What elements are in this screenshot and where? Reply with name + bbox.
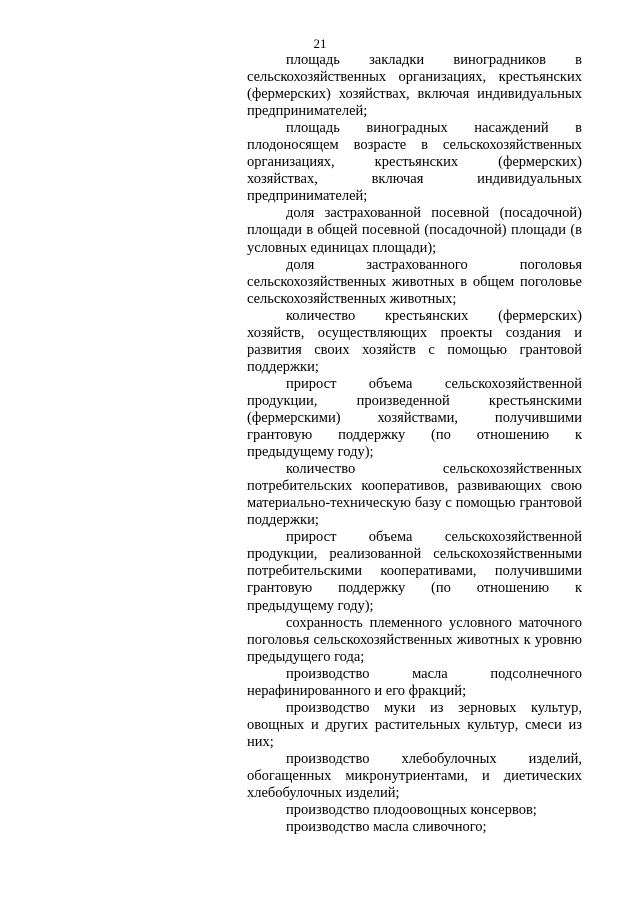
- document-body: [247, 52, 582, 836]
- indicator-paragraph: прирост объема сельскохозяйственной продукции, реализованной сельскохозяйственными потребительскими кооперативами, получившими грантовую поддержку (по отношению к предыдущему году);: [247, 529, 582, 614]
- indicator-paragraph: производство плодоовощных консервов;: [286, 802, 537, 819]
- indicator-paragraph: прирост объема сельскохозяйственной продукции, произведенной крестьянскими (фермерскими) хозяйствами, получившими грантовую поддержку (по отношению к предыдущему году);: [247, 375, 582, 461]
- indicator-paragraph: количество сельскохозяйственных потребительских кооперативов, развивающих свою материально-техническую базу с помощью грантовой поддержки;: [247, 461, 582, 529]
- indicator-paragraph: доля застрахованного поголовья сельскохозяйственных животных в общем поголовье сельскохозяйственных животных;: [247, 256, 582, 307]
- indicator-paragraph: производство масла сливочного;: [286, 819, 487, 836]
- indicator-paragraph: производство масла подсолнечного нерафинированного и его фракций;: [247, 665, 582, 699]
- indicator-paragraph: площадь закладки виноградников в сельскохозяйственных организациях, крестьянских (фермерских) хозяйствах, включая индивидуальных предпринимателей;: [247, 52, 582, 120]
- page-number: 21: [313, 36, 327, 51]
- indicator-paragraph: доля застрахованной посевной (посадочной) площади в общей посевной (посадочной) площади (в условных единицах площади);: [247, 205, 582, 256]
- indicator-paragraph: площадь виноградных насаждений в плодоносящем возрасте в сельскохозяйственных организациях, крестьянских (фермерских) хозяйствах, включая индивидуальных предпринимателей;: [247, 120, 582, 205]
- indicator-paragraph: производство муки из зерновых культур, овощных и других растительных культур, смеси из них;: [247, 699, 582, 750]
- indicator-paragraph: количество крестьянских (фермерских) хозяйств, осуществляющих проекты создания и развития своих хозяйств с помощью грантовой поддержки;: [247, 307, 582, 375]
- indicator-paragraph: производство хлебобулочных изделий, обогащенных микронутриентами, и диетических хлебобулочных изделий;: [247, 750, 582, 802]
- indicator-paragraph: сохранность племенного условного маточного поголовья сельскохозяйственных животных к уровню предыдущего года;: [247, 614, 582, 665]
